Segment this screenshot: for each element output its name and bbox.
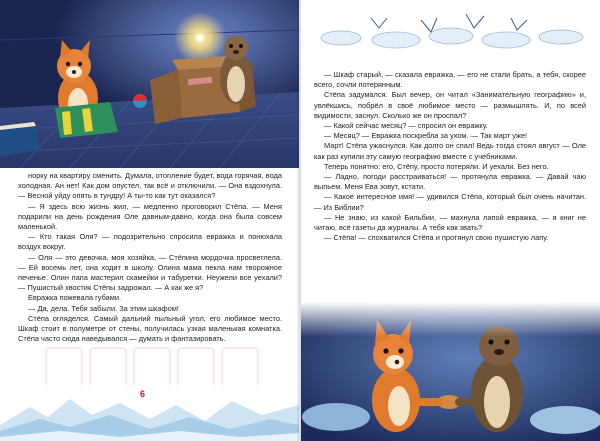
illustration-snowy-hills	[0, 385, 299, 441]
paragraph: Стёпа задумался. Был вечер, он читал «Занимательную географию» и, увлёкшись, побрёл в своё любимое место — размышлять. И, по всей видимости, заснул. Сколько же он проспал?	[314, 90, 586, 120]
paragraph: — Какое интересное имя! — удивился Стёпа, который был очень начитан. — Из Библии?	[314, 192, 586, 212]
paragraph: — Шкаф старый, — сказала евражка, — его не стали брать, а тебя, скорее всего, сочли потерянным.	[314, 70, 586, 90]
paragraph: Стёпа огляделся. Самый дальний пыльный угол, его любимое место. Шкаф стоит в полуметре от стены, получилась узкая маленькая комнатка. Стёпа часто сюда наведывался — думать и фантазировать.	[18, 313, 282, 344]
paragraph: Теперь понятно: его, Стёпу, просто потеряли. И уехали. Без него.	[324, 161, 549, 171]
illustration-fox-and-gopher-handshake	[301, 302, 600, 441]
paragraph: — Да, дела. Тебя забыли. За этим шкафом!	[28, 303, 179, 313]
paragraph: — Не знаю, из какой Бильбии, — махнула лапой евражка, — я книг не читаю, всё газеты да журналы. А тебя как звать?	[314, 212, 586, 233]
tundra-sketch-svg	[301, 0, 600, 60]
right-page-text	[314, 70, 586, 243]
paragraph: — Какой сейчас месяц? — спросил он евражку.	[324, 121, 488, 131]
right-page	[301, 0, 600, 441]
paragraph: Евражка пожевала губами.	[28, 293, 122, 303]
left-page	[0, 0, 299, 441]
handshake-scene-svg	[301, 302, 600, 441]
left-page-text	[18, 171, 282, 344]
paragraph: — Стёпа! — спохватился Стёпа и протянул свою пушистую лапу.	[324, 233, 549, 243]
room-scene-svg	[0, 0, 299, 168]
paragraph: — Я здесь всю жизнь жил, — медленно проговорил Стёпа. — Меня подарили на день рождения Оле давным-давно, когда она была совсем маленькой.	[18, 201, 282, 232]
paragraph: — Оля — это девочка, моя хозяйка, — Стёпина мордочка просветлела. — Ей восемь лет, она ходит в школу. Олина мама пекла нам творожное печенье. Олин папа мастерил скамейки и табуретки. Неужели все уехали? — Пушистый хвостик Стёпы задрожал. — А как же я?	[18, 252, 282, 293]
paragraph: — Месяц? — Евражка поскребла за ухом. — Так март уже!	[324, 131, 528, 141]
paragraph: Март! Стёпа ужаснулся. Как долго он спал! Ведь тогда стоял август — Оле как раз купили эту самую географию вместе с учебниками.	[314, 141, 586, 161]
snow-hills-svg	[0, 385, 299, 441]
page-number: 6	[140, 389, 146, 399]
paragraph: — Ладно, погоди расстраиваться! — протянула евражка. — Давай чаю выпьем. Меня Ева зовут, кстати.	[314, 172, 586, 192]
paragraph: — Кто такая Оля? — подозрительно спросила евражка и понюхала воздух вокруг.	[18, 232, 282, 252]
illustration-tundra-sketch	[301, 0, 600, 60]
illustration-fox-and-gopher-room	[0, 0, 299, 168]
paragraph: норку на квартиру сменить. Думала, отопление будет, вода горячая, вода холодная. Ан нет! Как дом опустел, так всё и отключили. — Она вздохнула. — Весной уйду опять в тундру! А ты-то как тут оказался?	[18, 171, 282, 201]
